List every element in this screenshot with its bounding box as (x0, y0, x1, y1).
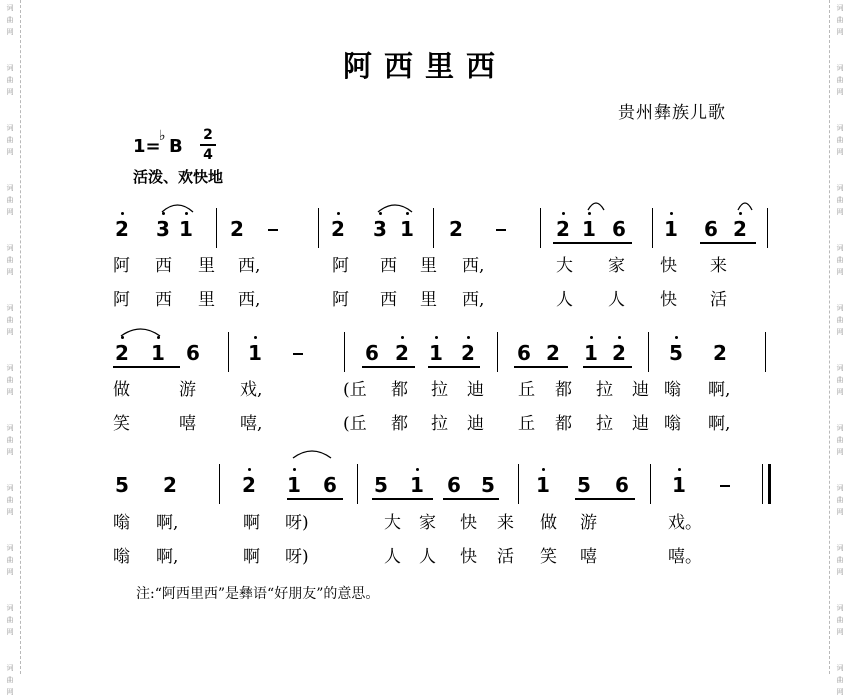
watermark-glyph: 曲 (6, 496, 14, 504)
lyric-verse1: 西, (462, 256, 485, 276)
note: 5 (577, 473, 591, 497)
octave-dot (185, 212, 188, 215)
note: 6 (365, 341, 379, 365)
lyric-verse2: 西, (238, 290, 261, 310)
watermark-glyph: 词 (6, 304, 14, 312)
barline (357, 464, 358, 504)
note: 6 (615, 473, 629, 497)
octave-dot (379, 212, 382, 215)
note: 2 (395, 341, 409, 365)
beam-underline (553, 242, 632, 244)
lyric-verse2: 里 (198, 290, 215, 310)
note: 1 (582, 217, 596, 241)
lyric-verse1: 都 (391, 380, 408, 400)
octave-dot (590, 336, 593, 339)
watermark-glyph: 曲 (836, 436, 844, 444)
note: 1 (429, 341, 443, 365)
octave-dot (121, 212, 124, 215)
watermark-glyph: 网 (836, 628, 844, 636)
watermark-glyph: 曲 (6, 436, 14, 444)
lyric-verse2: 嗡 (664, 414, 681, 434)
beam-underline (287, 498, 343, 500)
note: 1 (584, 341, 598, 365)
barline (762, 464, 763, 504)
watermark-glyph: 词 (6, 244, 14, 252)
time-bottom: 4 (200, 144, 216, 164)
lyric-verse1: 都 (555, 380, 572, 400)
slur (738, 203, 752, 210)
lyric-verse1: 家 (608, 256, 625, 276)
barline (650, 464, 651, 504)
lyric-verse1: 大 (556, 256, 573, 276)
watermark-glyph: 网 (6, 88, 14, 96)
note: 1 (400, 217, 414, 241)
sustain-dash (720, 485, 730, 487)
lyric-verse1: 呀) (285, 513, 309, 533)
note: 2 (556, 217, 570, 241)
lyric-verse1: 戏, (240, 380, 263, 400)
lyric-verse1: 里 (420, 256, 437, 276)
watermark-glyph: 网 (6, 508, 14, 516)
watermark-glyph: 网 (836, 688, 844, 696)
barline (228, 332, 229, 372)
lyric-verse1: 来 (710, 256, 727, 276)
watermark-glyph: 曲 (6, 556, 14, 564)
note: 1 (410, 473, 424, 497)
octave-dot (562, 212, 565, 215)
barline (767, 208, 768, 248)
slur (588, 203, 604, 210)
octave-dot (435, 336, 438, 339)
octave-dot (618, 336, 621, 339)
lyric-verse2: 快 (460, 547, 477, 567)
watermark-glyph: 词 (836, 604, 844, 612)
octave-dot (337, 212, 340, 215)
lyric-verse1: 啊, (156, 513, 179, 533)
lyric-verse2: 拉 (596, 414, 613, 434)
watermark-glyph: 词 (6, 124, 14, 132)
slur (121, 329, 160, 336)
watermark-glyph: 词 (836, 64, 844, 72)
lyric-verse1: 西 (380, 256, 397, 276)
watermark-glyph: 曲 (836, 136, 844, 144)
watermark-glyph: 词 (6, 64, 14, 72)
note: 2 (242, 473, 256, 497)
lyric-verse2: 笑 (540, 547, 557, 567)
lyric-verse1: 迪 (632, 380, 649, 400)
lyric-verse2: 阿 (113, 290, 130, 310)
note: 2 (461, 341, 475, 365)
watermark-glyph: 词 (6, 544, 14, 552)
lyric-verse1: 阿 (332, 256, 349, 276)
note: 2 (230, 217, 244, 241)
lyric-verse1: 啊, (708, 380, 731, 400)
watermark-glyph: 曲 (6, 676, 14, 684)
barline (648, 332, 649, 372)
song-title: 阿西里西 (342, 49, 507, 83)
slur (378, 205, 412, 212)
lyric-verse1: 迪 (467, 380, 484, 400)
watermark-glyph: 词 (836, 664, 844, 672)
watermark-glyph: 网 (836, 328, 844, 336)
lyric-verse1: 丘 (518, 380, 535, 400)
lyric-verse2: 拉 (431, 414, 448, 434)
lyric-verse2: 啊, (708, 414, 731, 434)
note: 1 (536, 473, 550, 497)
lyric-verse2: 嘻 (179, 414, 196, 434)
note: 3 (373, 217, 387, 241)
watermark-glyph: 曲 (6, 136, 14, 144)
note: 2 (733, 217, 747, 241)
lyric-verse2: 笑 (113, 414, 130, 434)
octave-dot (121, 336, 124, 339)
sustain-dash (496, 229, 506, 231)
octave-dot (157, 336, 160, 339)
watermark-glyph: 曲 (6, 76, 14, 84)
watermark-glyph: 曲 (836, 556, 844, 564)
octave-dot (675, 336, 678, 339)
octave-dot (406, 212, 409, 215)
watermark-glyph: 网 (6, 328, 14, 336)
lyric-verse2: 西 (380, 290, 397, 310)
beam-underline (700, 242, 756, 244)
lyric-verse2: (丘 (343, 414, 367, 434)
watermark-glyph: 曲 (836, 376, 844, 384)
note: 6 (186, 341, 200, 365)
octave-dot (678, 468, 681, 471)
barline (652, 208, 653, 248)
watermark-glyph: 词 (836, 4, 844, 12)
lyric-verse2: 人 (384, 547, 401, 567)
watermark-glyph: 词 (836, 184, 844, 192)
note: 2 (546, 341, 560, 365)
watermark-glyph: 网 (6, 148, 14, 156)
watermark-glyph: 曲 (6, 316, 14, 324)
note: 5 (374, 473, 388, 497)
watermark-glyph: 网 (836, 28, 844, 36)
watermark-glyph: 词 (836, 124, 844, 132)
octave-dot (416, 468, 419, 471)
note: 6 (517, 341, 531, 365)
lyric-verse2: 西 (155, 290, 172, 310)
lyric-verse2: 阿 (332, 290, 349, 310)
lyric-verse1: 做 (113, 380, 130, 400)
octave-dot (588, 212, 591, 215)
watermark-glyph: 网 (6, 28, 14, 36)
beam-underline (514, 366, 568, 368)
watermark-glyph: 网 (836, 88, 844, 96)
key-equals: = (145, 136, 161, 157)
sustain-dash (293, 353, 303, 355)
watermark-glyph: 曲 (836, 256, 844, 264)
watermark-glyph: 词 (6, 664, 14, 672)
watermark-glyph: 网 (6, 208, 14, 216)
octave-dot (542, 468, 545, 471)
watermark-glyph: 词 (6, 4, 14, 12)
watermark-glyph: 词 (836, 544, 844, 552)
note: 2 (115, 217, 129, 241)
note: 3 (156, 217, 170, 241)
lyric-verse1: 大 (384, 513, 401, 533)
barline (344, 332, 345, 372)
note: 2 (115, 341, 129, 365)
lyric-verse2: 嗡 (113, 547, 130, 567)
lyric-verse1: 快 (660, 256, 677, 276)
note: 6 (704, 217, 718, 241)
lyric-verse2: 迪 (632, 414, 649, 434)
lyric-verse2: 迪 (467, 414, 484, 434)
note: 1 (672, 473, 686, 497)
note: 2 (612, 341, 626, 365)
lyric-verse1: 嗡 (664, 380, 681, 400)
watermark-glyph: 曲 (6, 256, 14, 264)
octave-dot (401, 336, 404, 339)
beam-underline (372, 498, 433, 500)
watermark-glyph: 词 (6, 604, 14, 612)
lyric-verse1: 家 (419, 513, 436, 533)
watermark-glyph: 词 (6, 364, 14, 372)
note: 6 (447, 473, 461, 497)
octave-dot (248, 468, 251, 471)
key-flat: ♭ (159, 128, 166, 144)
watermark-glyph: 网 (6, 448, 14, 456)
lyric-verse1: 西, (238, 256, 261, 276)
lyric-verse1: 戏。 (668, 513, 702, 533)
watermark-glyph: 网 (6, 688, 14, 696)
watermark-glyph: 词 (836, 424, 844, 432)
lyric-verse1: 西 (155, 256, 172, 276)
barline (518, 464, 519, 504)
final-barline (768, 464, 771, 504)
watermark-glyph: 网 (836, 148, 844, 156)
lyric-verse2: 啊 (243, 547, 260, 567)
watermark-glyph: 曲 (836, 76, 844, 84)
watermark-glyph: 网 (836, 268, 844, 276)
watermark-glyph: 曲 (6, 616, 14, 624)
barline (216, 208, 217, 248)
watermark-glyph: 网 (836, 208, 844, 216)
note: 1 (664, 217, 678, 241)
key-letter: B (169, 136, 183, 157)
watermark-glyph: 网 (6, 628, 14, 636)
lyric-verse1: 拉 (596, 380, 613, 400)
watermark-glyph: 词 (836, 484, 844, 492)
sustain-dash (268, 229, 278, 231)
lyric-verse1: 阿 (113, 256, 130, 276)
note: 1 (287, 473, 301, 497)
octave-dot (254, 336, 257, 339)
lyric-verse1: 游 (179, 380, 196, 400)
octave-dot (467, 336, 470, 339)
watermark-glyph: 曲 (836, 316, 844, 324)
watermark-glyph: 曲 (6, 376, 14, 384)
beam-underline (362, 366, 415, 368)
note: 2 (331, 217, 345, 241)
lyric-verse2: 活 (710, 290, 727, 310)
lyric-verse2: 人 (608, 290, 625, 310)
beam-underline (428, 366, 480, 368)
lyric-verse2: 都 (391, 414, 408, 434)
beam-underline (113, 366, 180, 368)
lyric-verse1: 拉 (431, 380, 448, 400)
note: 6 (323, 473, 337, 497)
note: 2 (713, 341, 727, 365)
watermark-glyph: 曲 (6, 16, 14, 24)
lyric-verse2: 嘻, (240, 414, 263, 434)
watermark-glyph: 曲 (836, 496, 844, 504)
octave-dot (739, 212, 742, 215)
note: 2 (163, 473, 177, 497)
watermark-glyph: 网 (836, 568, 844, 576)
lyric-verse2: 呀) (285, 547, 309, 567)
lyric-verse2: 人 (556, 290, 573, 310)
barline (219, 464, 220, 504)
lyric-verse2: 嘻。 (668, 547, 702, 567)
lyric-verse2: 啊, (156, 547, 179, 567)
barline (318, 208, 319, 248)
lyric-verse1: 快 (460, 513, 477, 533)
lyric-verse1: 来 (497, 513, 514, 533)
barline (765, 332, 766, 372)
barline (540, 208, 541, 248)
watermark-glyph: 网 (6, 568, 14, 576)
octave-dot (162, 212, 165, 215)
footnote: 注:“阿西里西”是彝语“好朋友”的意思。 (136, 586, 380, 602)
note: 1 (248, 341, 262, 365)
lyric-verse1: 游 (580, 513, 597, 533)
lyric-verse2: 丘 (518, 414, 535, 434)
lyric-verse2: 都 (555, 414, 572, 434)
watermark-glyph: 曲 (6, 196, 14, 204)
time-top: 2 (203, 127, 213, 143)
octave-dot (293, 468, 296, 471)
beam-underline (443, 498, 499, 500)
watermark-glyph: 曲 (836, 676, 844, 684)
key-one: 1 (133, 136, 146, 157)
lyric-verse2: 里 (420, 290, 437, 310)
note: 1 (179, 217, 193, 241)
note: 5 (481, 473, 495, 497)
watermark-glyph: 网 (836, 508, 844, 516)
beam-underline (583, 366, 632, 368)
lyric-verse2: 人 (419, 547, 436, 567)
watermark-glyph: 词 (6, 424, 14, 432)
note: 6 (612, 217, 626, 241)
lyric-verse2: 活 (497, 547, 514, 567)
watermark-glyph: 网 (836, 448, 844, 456)
slur (162, 205, 193, 212)
watermark-glyph: 词 (836, 304, 844, 312)
beam-underline (575, 498, 635, 500)
octave-dot (670, 212, 673, 215)
lyric-verse2: 嘻 (580, 547, 597, 567)
song-subtitle: 贵州彝族儿歌 (618, 103, 726, 123)
watermark-glyph: 词 (836, 244, 844, 252)
note: 5 (669, 341, 683, 365)
watermark-glyph: 曲 (836, 616, 844, 624)
watermark-glyph: 词 (6, 184, 14, 192)
watermark-glyph: 网 (836, 388, 844, 396)
watermark-glyph: 词 (6, 484, 14, 492)
lyric-verse1: 里 (198, 256, 215, 276)
note: 5 (115, 473, 129, 497)
watermark-glyph: 网 (6, 388, 14, 396)
slur (293, 451, 331, 458)
note: 2 (449, 217, 463, 241)
lyric-verse1: 做 (540, 513, 557, 533)
lyric-verse2: 快 (660, 290, 677, 310)
tempo-marking: 活泼、欢快地 (133, 168, 224, 186)
watermark-glyph: 曲 (836, 16, 844, 24)
watermark-glyph: 曲 (836, 196, 844, 204)
lyric-verse2: 西, (462, 290, 485, 310)
barline (497, 332, 498, 372)
lyric-verse1: (丘 (343, 380, 367, 400)
watermark-glyph: 词 (836, 364, 844, 372)
lyric-verse1: 啊 (243, 513, 260, 533)
barline (433, 208, 434, 248)
lyric-verse1: 嗡 (113, 513, 130, 533)
note: 1 (151, 341, 165, 365)
watermark-glyph: 网 (6, 268, 14, 276)
